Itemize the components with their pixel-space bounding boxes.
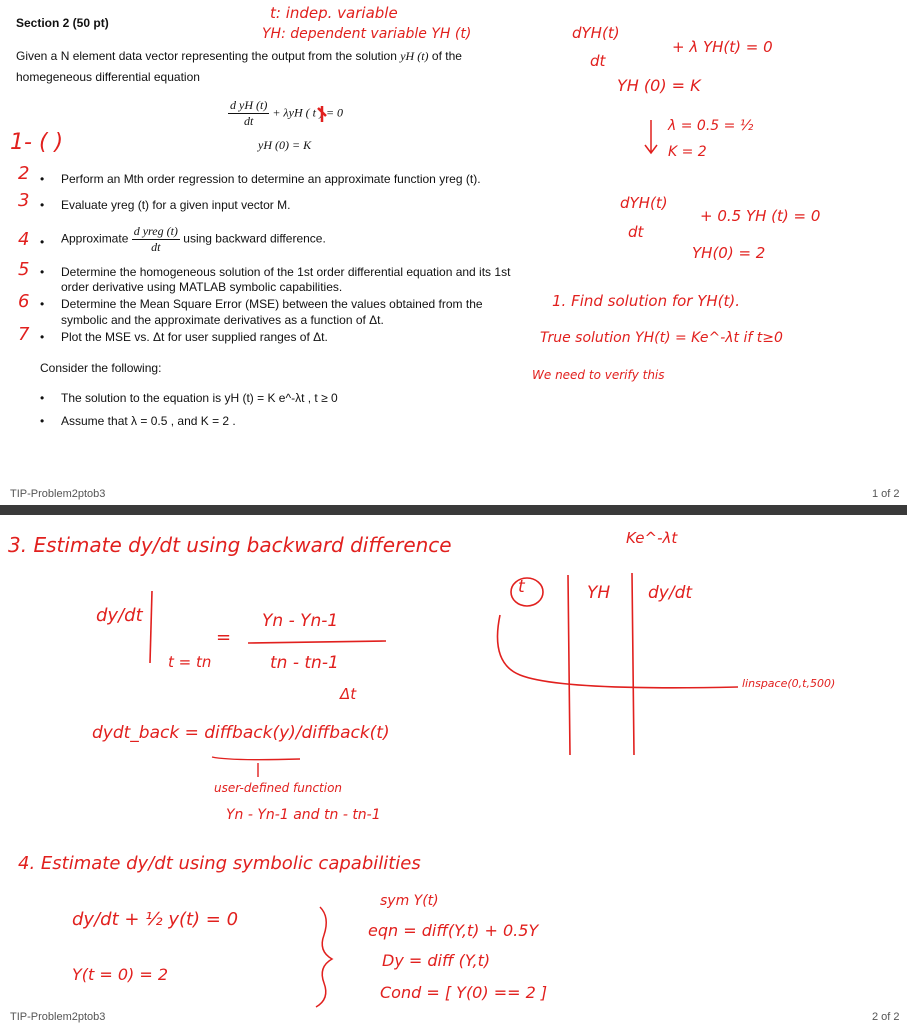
note-dep-var: YH: dependent variable YH (t) (262, 26, 472, 42)
note-lambda: λ = 0.5 = ½ (668, 118, 754, 134)
ic-4: Y(t = 0) = 2 (72, 965, 169, 984)
item-5-text-2: order derivative using MATLAB symbolic capabilities. (61, 280, 343, 294)
note-ic1: YH (0) = K (617, 76, 701, 95)
code-dydt-back: dydt_back = diffback(y)/diffback(t) (92, 723, 390, 743)
page-separator (0, 505, 907, 515)
note-de2-den: dt (628, 223, 644, 241)
hand-num-4: 4 (18, 229, 30, 250)
note-verify: We need to verify this (532, 368, 665, 382)
note-linspace: linspace(0,t,500) (742, 677, 836, 690)
page-2 (0, 515, 907, 1024)
footer-right: 2 of 2 (872, 1011, 900, 1023)
note-de1-num: dYH(t) (572, 24, 620, 42)
table-header-t: t (518, 577, 525, 597)
printed-initial-condition: yH (0) = K (258, 138, 312, 152)
intro-line-1: Given a N element data vector representing the output from the solution yH (t) of the (16, 49, 462, 63)
item-6-text-2: symbolic and the approximate derivatives as a function of Δt. (61, 313, 384, 327)
bullet-dot: • (40, 297, 45, 311)
heading-4: 4. Estimate dy/dt using symbolic capabilities (18, 853, 421, 874)
note-find-solution: 1. Find solution for YH(t). (552, 292, 741, 310)
item-2-text: Perform an Mth order regression to determine an approximate function yreg (t). (61, 172, 481, 186)
page2-ink-strokes (0, 515, 907, 1024)
note-k: K = 2 (668, 144, 707, 160)
bullet-dot: • (40, 330, 45, 344)
delta-t: Δt (340, 685, 357, 703)
hand-num-3: 3 (18, 190, 30, 211)
given-constants: Assume that λ = 0.5 , and K = 2 . (61, 414, 236, 428)
bullet-dot: • (40, 265, 45, 279)
equals-sign: = (216, 627, 232, 648)
note-true-solution: True solution YH(t) = Ke^-λt if t≥0 (540, 330, 783, 346)
eq-4: dy/dt + ½ y(t) = 0 (72, 909, 239, 930)
bullet-dot: • (40, 391, 45, 405)
item-5-text: Determine the homogeneous solution of the 1st order differential equation and its 1st (61, 265, 511, 279)
hand-num-5: 5 (18, 259, 30, 280)
intro-line-2: homegeneous differential equation (16, 70, 200, 84)
note-de1-rest: + λ YH(t) = 0 (672, 38, 773, 56)
given-solution: The solution to the equation is yH (t) = K e^-λt , t ≥ 0 (61, 391, 338, 405)
item-3-text: Evaluate yreg (t) for a given input vector M. (61, 198, 291, 212)
deriv-lhs: dy/dt (96, 605, 143, 626)
footer-left: TIP-Problem2ptob3 (10, 488, 106, 500)
hand-num-6: 6 (18, 291, 30, 312)
note-ic2: YH(0) = 2 (692, 244, 766, 262)
deriv-at: t = tn (168, 653, 212, 671)
table-header-dydt: dy/dt (648, 583, 693, 603)
footer-left: TIP-Problem2ptob3 (10, 1011, 106, 1023)
note-indep-var: t: indep. variable (270, 4, 398, 22)
note-de1-den: dt (590, 52, 606, 70)
note-user-fn: user-defined function (214, 781, 343, 795)
note-ke: Ke^-λt (626, 529, 678, 547)
page1-ink-strokes (0, 0, 907, 505)
bullet-dot: • (40, 235, 45, 249)
bullet-dot: • (40, 414, 45, 428)
consider-heading: Consider the following: (40, 361, 162, 375)
note-de2-rest: + 0.5 YH (t) = 0 (700, 207, 821, 225)
printed-equation: $\frac{\text{d yH (t)}}{dt}$ + λyH ( t ) = 0 (230, 98, 344, 128)
table-header-yh: YH (587, 583, 611, 603)
hand-num-2: 2 (18, 163, 30, 184)
deriv-den: tn - tn-1 (270, 653, 339, 673)
sym-line-2: eqn = diff(Y,t) + 0.5Y (368, 921, 539, 940)
item-7-text: Plot the MSE vs. Δt for user supplied ranges of Δt. (61, 330, 328, 344)
footer-right: 1 of 2 (872, 488, 900, 500)
item-6-text: Determine the Mean Square Error (MSE) between the values obtained from the (61, 297, 483, 311)
deriv-num: Yn - Yn-1 (262, 611, 339, 631)
page-1 (0, 0, 907, 505)
note-yn-tn: Yn - Yn-1 and tn - tn-1 (226, 807, 381, 823)
sym-line-4: Cond = [ Y(0) == 2 ] (380, 983, 548, 1002)
hand-item-1: 1- ( ) (10, 130, 64, 155)
note-de2-num: dYH(t) (620, 194, 668, 212)
bullet-dot: • (40, 172, 45, 186)
sym-line-3: Dy = diff (Y,t) (382, 951, 491, 970)
hand-num-7: 7 (18, 324, 30, 345)
heading-3: 3. Estimate dy/dt using backward difference (8, 533, 452, 557)
bullet-dot: • (40, 198, 45, 212)
sym-line-1: sym Y(t) (380, 893, 439, 909)
item-4-text: Approximate $\frac{\text{d yreg (t)}}{dt}$ using backward difference. (61, 224, 326, 254)
section-title: Section 2 (50 pt) (16, 16, 109, 30)
